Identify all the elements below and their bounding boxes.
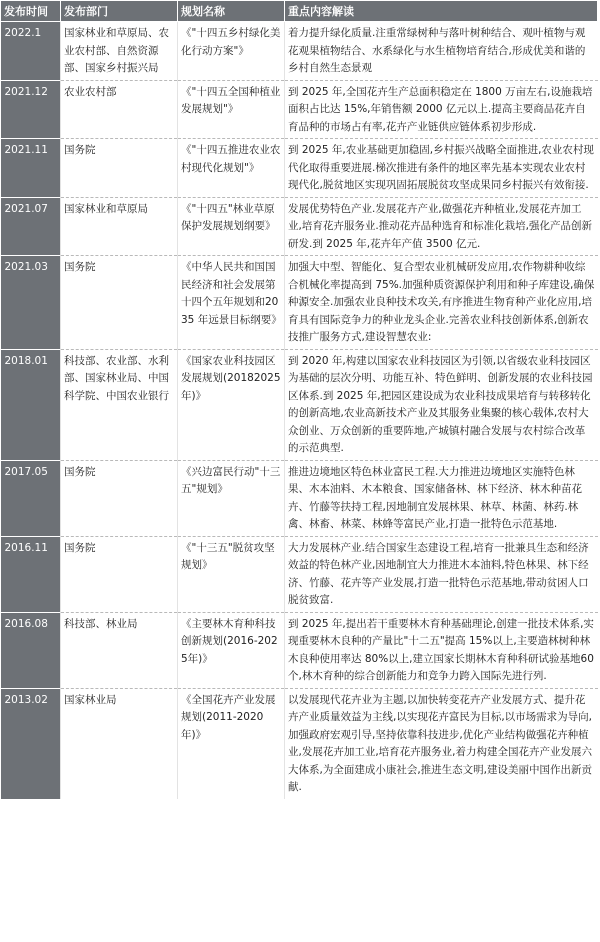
cell-dept: 国务院	[61, 139, 178, 198]
table-row	[1, 460, 598, 536]
cell-date: 2017.05	[1, 460, 61, 536]
cell-dept: 国务院	[61, 256, 178, 350]
cell-dept: 国务院	[61, 536, 178, 612]
cell-date: 2021.12	[1, 80, 61, 139]
cell-dept: 农业农村部	[61, 80, 178, 139]
header-dept: 发布部门	[61, 1, 178, 22]
cell-content: 以发展现代花卉业为主题,以加快转变花卉产业发展方式、提升花卉产业质量效益为主线,以实现花卉富民为目标,以市场需求为导向,加强政府宏观引导,坚持依靠科技进步,优化产业结构做强花卉种植业,发展花卉加工业,培育花卉服务业,着力构建全国花卉产业发展六大体系,为全面建成小康社会,推进生态文明,建设美丽中国作出新贡献.	[285, 688, 598, 799]
cell-plan: 《"十四五"林业草原保护发展规划纲要》	[178, 197, 285, 256]
cell-date: 2013.02	[1, 688, 61, 799]
header-content: 重点内容解读	[285, 1, 598, 22]
cell-plan: 《"十四五全国种植业发展规划"》	[178, 80, 285, 139]
cell-plan: 《主要林木育种科技创新规划(2016-2025年)》	[178, 612, 285, 688]
table-row	[1, 612, 598, 688]
header-row	[1, 1, 598, 22]
cell-content: 发展优势特色产业.发展花卉产业,做强花卉种植业,发展花卉加工业,培育花卉服务业.推动花卉品种选育和标准化栽培,强化产品创新研发.到 2025 年,花卉年产值 3500 亿元.	[285, 197, 598, 256]
table-row	[1, 139, 598, 198]
cell-date: 2016.08	[1, 612, 61, 688]
cell-date: 2021.07	[1, 197, 61, 256]
table-row	[1, 256, 598, 350]
cell-dept: 国家林业和草原局、农业农村部、自然资源部、国家乡村振兴局	[61, 22, 178, 81]
cell-dept: 科技部、农业部、水利部、国家林业局、中国科学院、中国农业银行	[61, 349, 178, 460]
cell-plan: 《"十四五推进农业农村现代化规划"》	[178, 139, 285, 198]
table-row	[1, 80, 598, 139]
cell-plan: 《全国花卉产业发展规划(2011-2020年)》	[178, 688, 285, 799]
cell-content: 到 2025 年,提出若干重要林木育种基础理论,创建一批技术体系,实现重要林木良种的产量比"十二五"提高 15%以上,主要造林树种林木良种使用率达 80%以上,建立国家长期林木育种科研试验基地60个,林木育种的综合创新能力和竞争力跨入国际先进行列.	[285, 612, 598, 688]
cell-plan: 《中华人民共和国国民经济和社会发展第十四个五年规划和2035 年远景目标纲要》	[178, 256, 285, 350]
table-row	[1, 22, 598, 81]
cell-dept: 科技部、林业局	[61, 612, 178, 688]
header-plan: 规划名称	[178, 1, 285, 22]
cell-date: 2021.11	[1, 139, 61, 198]
header-date: 发布时间	[1, 1, 61, 22]
cell-content: 到 2025 年,全国花卉生产总面积稳定在 1800 万亩左右,设施栽培面积占比达 15%,年销售额 2000 亿元以上.提高主要商品花卉自育品种的市场占有率,花卉产业链供应链体系初步形成.	[285, 80, 598, 139]
cell-plan: 《"十三五"脱贫攻坚规划》	[178, 536, 285, 612]
cell-plan: 《"十四五乡村绿化美化行动方案"》	[178, 22, 285, 81]
cell-dept: 国家林业局	[61, 688, 178, 799]
cell-content: 到 2020 年,构建以国家农业科技园区为引领,以省级农业科技园区为基础的层次分明、功能互补、特色鲜明、创新发展的农业科技园区体系.到 2025 年,把园区建设成为农业科技成果培育与转移转化的创新高地,农业高新技术产业及其服务业集聚的核心载体,农村大众创业、万众创新的重要阵地,产城镇村融合发展与农村综合改革的示范典型.	[285, 349, 598, 460]
cell-date: 2021.03	[1, 256, 61, 350]
cell-plan: 《兴边富民行动"十三五"规划》	[178, 460, 285, 536]
cell-content: 到 2025 年,农业基础更加稳固,乡村振兴战略全面推进,农业农村现代化取得重要进展.梯次推进有条件的地区率先基本实现农业农村现代化,脱贫地区实现巩固拓展脱贫攻坚成果同乡村振兴有效衔接.	[285, 139, 598, 198]
cell-dept: 国务院	[61, 460, 178, 536]
cell-dept: 国家林业和草原局	[61, 197, 178, 256]
cell-content: 着力提升绿化质量.注重常绿树种与落叶树种结合、观叶植物与观花观果植物结合、水系绿化与水生植物培育结合,形成优美和谐的乡村自然生态景观	[285, 22, 598, 81]
table-row	[1, 197, 598, 256]
table-row	[1, 349, 598, 460]
cell-content: 推进边境地区特色林业富民工程.大力推进边境地区实施特色林果、木本油料、木本粮食、国家储备林、林下经济、林木种苗花卉、竹藤等扶持工程,因地制宜发展林果、林草、林菌、林药.林禽、林畜、林菜、林蜂等富民产业,打造一批特色示范基地.	[285, 460, 598, 536]
cell-date: 2016.11	[1, 536, 61, 612]
cell-plan: 《国家农业科技园区发展规划(20182025年)》	[178, 349, 285, 460]
table-row	[1, 536, 598, 612]
table-row	[1, 688, 598, 799]
cell-date: 2018.01	[1, 349, 61, 460]
cell-content: 大力发展林产业.结合国家生态建设工程,培育一批兼具生态和经济效益的特色林产业,因地制宜大力推进木本油料,特色林果、林下经济、竹藤、花卉等产业发展,打造一批特色示范基地,带动贫困人口脱贫致富.	[285, 536, 598, 612]
cell-date: 2022.1	[1, 22, 61, 81]
cell-content: 加强大中型、智能化、复合型农业机械研发应用,农作物耕种收综合机械化率提高到 75%.加强种质资源保护利用和种子库建设,确保种源安全.加强农业良种技术攻关,有序推进生物育种产业化应用,培育具有国际竞争力的种业龙头企业.完善农业科技创新体系,创新农技推广服务方式,建设智慧农业:	[285, 256, 598, 350]
